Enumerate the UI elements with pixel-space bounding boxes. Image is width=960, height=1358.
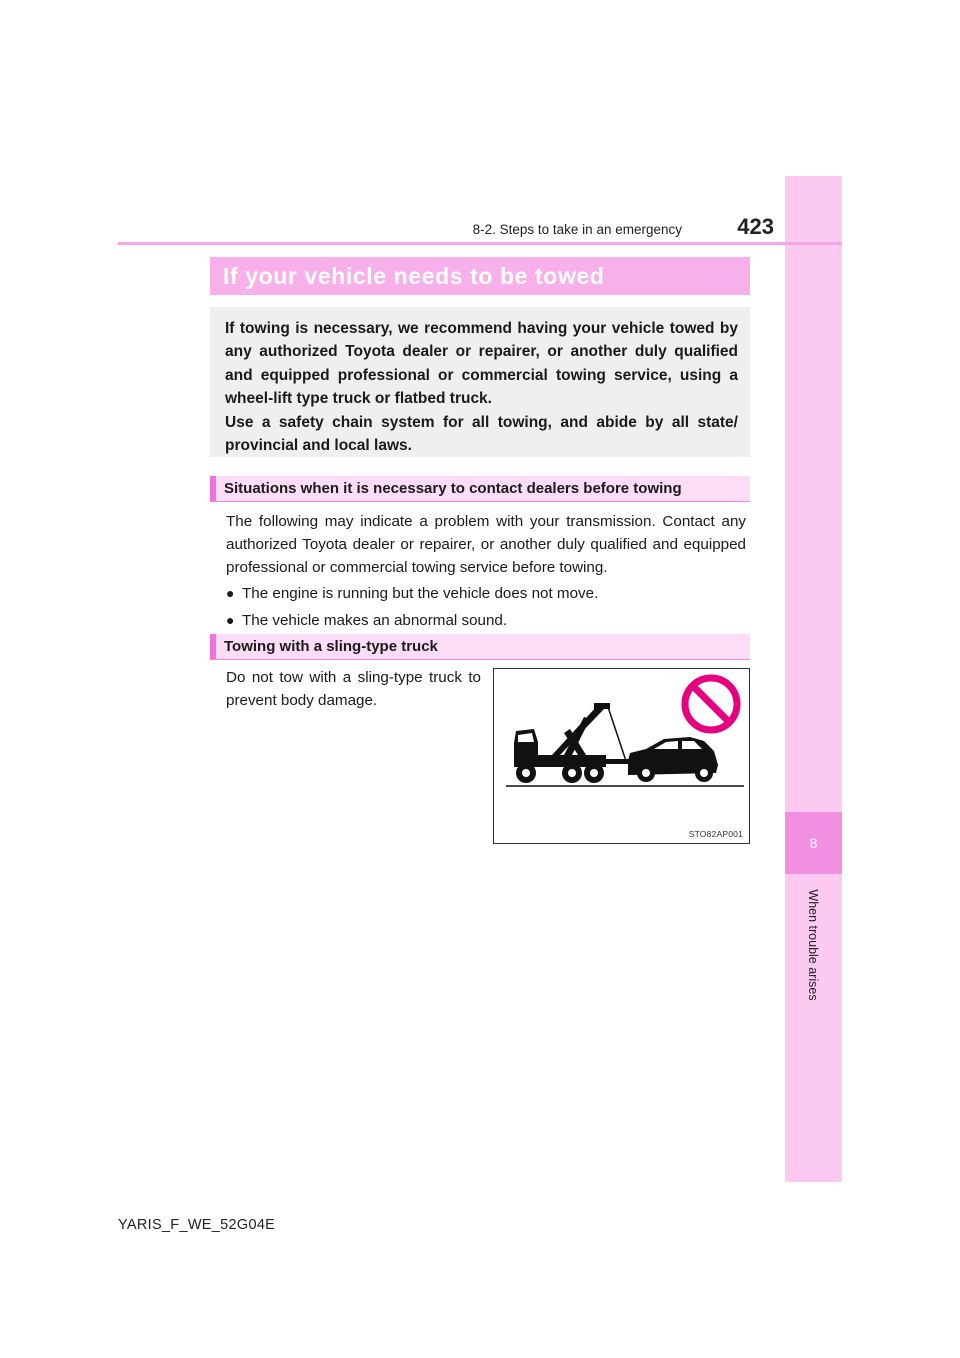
bullet-icon: ●	[226, 585, 235, 601]
bullet-icon: ●	[226, 612, 235, 628]
section-body-sling-truck: Do not tow with a sling-type truck to prevent body damage.	[226, 669, 481, 709]
tow-truck-icon	[514, 703, 630, 783]
prohibition-icon	[685, 678, 737, 730]
header-divider	[118, 242, 842, 245]
footer-model-code: YARIS_F_WE_52G04E	[118, 1217, 276, 1233]
list-item	[226, 609, 746, 632]
section-heading-sling-truck: Towing with a sling-type truck	[210, 634, 750, 660]
tow-truck-illustration-graphic	[494, 669, 749, 843]
page-number: 423	[737, 214, 774, 239]
page-title: If your vehicle needs to be towed	[210, 257, 750, 295]
towed-car-icon	[628, 737, 718, 782]
header-section-title: 8-2. Steps to take in an emergency	[472, 222, 682, 237]
illustration-code: STO82AP001	[688, 829, 743, 839]
intro-box	[210, 307, 750, 457]
list-item-text: The engine is running but the vehicle does not move.	[242, 585, 599, 602]
chapter-number-tab	[785, 812, 842, 874]
section-body-dealers	[226, 510, 746, 632]
chapter-number: 8	[809, 835, 818, 851]
intro-paragraph-1: If towing is necessary, we recommend having your vehicle towed by any authorized Toyota dealer or repairer, or another duly qualified and equipped professional or commercial towing service, using a wheel-lift type truck or flatbed truck.	[225, 320, 738, 408]
list-item	[226, 582, 746, 605]
sling-truck-illustration	[493, 668, 750, 844]
intro-paragraph-2: Use a safety chain system for all towing, and abide by all state/ provincial and local laws.	[225, 413, 738, 455]
section-paragraph: The following may indicate a problem with your transmission. Contact any authorized Toyota dealer or repairer, or another duly qualified and equipped professional or commercial towing service before towing.	[226, 513, 746, 576]
chapter-side-tab	[785, 176, 842, 1182]
section-heading-dealers: Situations when it is necessary to contact dealers before towing	[210, 476, 750, 502]
list-item-text: The vehicle makes an abnormal sound.	[242, 612, 508, 629]
chapter-title: When trouble arises	[806, 889, 820, 1001]
